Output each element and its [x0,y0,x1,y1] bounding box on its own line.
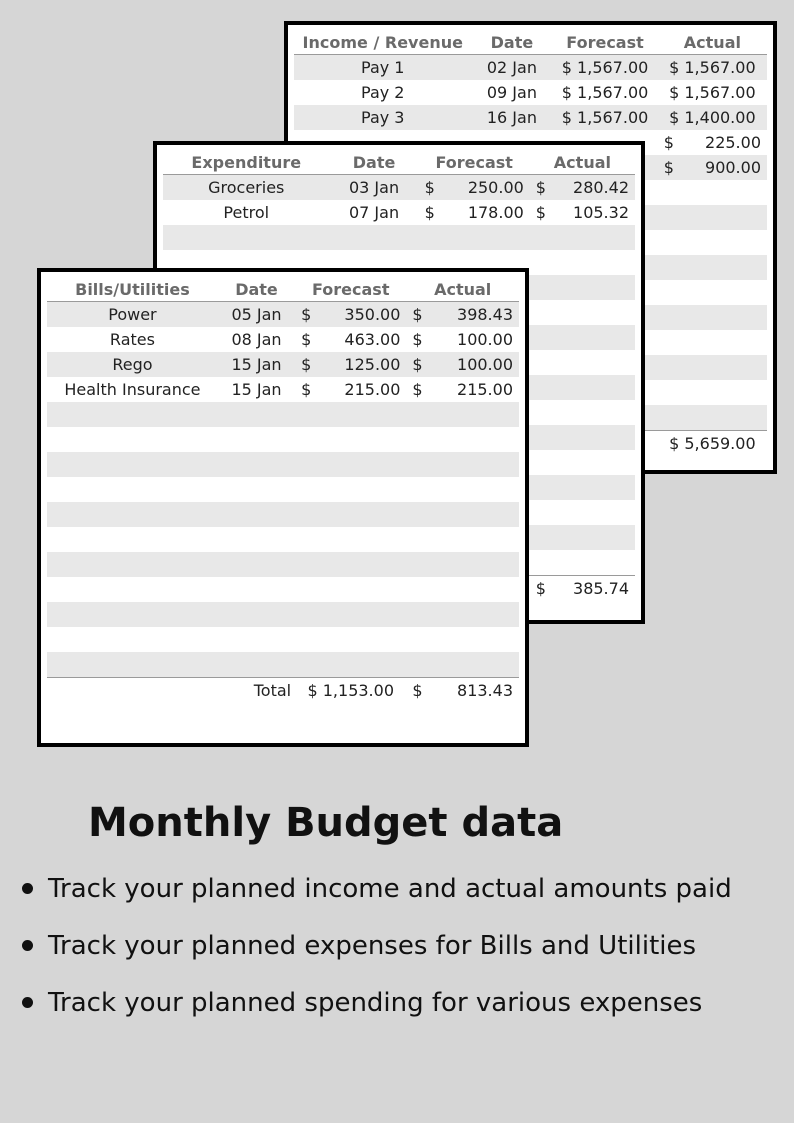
bills-total-actual: $ 813.43 [406,678,519,704]
table-row [47,377,519,402]
table-row [163,175,635,201]
income-actual: $ 1,567.00 [658,80,767,105]
expenditure-date: 07 Jan [330,200,419,225]
bullet-icon [22,997,33,1008]
income-header-row [294,31,767,55]
table-row [47,302,519,328]
expenditure-col-actual: Actual [530,151,635,175]
table-row [47,527,519,552]
bills-table [47,278,519,703]
bills-forecast: $ 125.00 [295,352,406,377]
table-row [47,327,519,352]
table-row [294,105,767,130]
bills-col-actual: Actual [406,278,519,302]
bills-col-name: Bills/Utilities [47,278,218,302]
expenditure-name: Petrol [163,200,330,225]
income-date: 16 Jan [472,105,553,130]
bills-actual: $ 100.00 [406,352,519,377]
income-actual: $ 225.00 [658,130,767,155]
expenditure-col-forecast: Forecast [419,151,530,175]
income-total-actual: $ 5,659.00 [658,431,767,457]
bills-name: Rates [47,327,218,352]
table-row [47,352,519,377]
expenditure-col-name: Expenditure [163,151,330,175]
expenditure-forecast: $ 250.00 [419,175,530,201]
bullet-icon [22,883,33,894]
income-actual: $ 1,400.00 [658,105,767,130]
expenditure-date: 03 Jan [330,175,419,201]
bills-actual: $ 398.43 [406,302,519,328]
bills-total-row [47,678,519,704]
income-name: Pay 3 [294,105,472,130]
bills-date: 15 Jan [218,377,295,402]
table-row [163,200,635,225]
bills-date: 05 Jan [218,302,295,328]
bullet-icon [22,940,33,951]
income-col-name: Income / Revenue [294,31,472,55]
bills-name: Power [47,302,218,328]
bills-forecast: $ 215.00 [295,377,406,402]
bills-date: 15 Jan [218,352,295,377]
table-row [47,402,519,427]
table-row [47,502,519,527]
income-actual: $ 1,567.00 [658,55,767,81]
bills-total-forecast: $ 1,153.00 [295,678,406,704]
income-date: 02 Jan [472,55,553,81]
bills-sheet [37,268,529,747]
bills-header-row [47,278,519,302]
expenditure-actual: $ 280.42 [530,175,635,201]
table-row [47,577,519,602]
bills-forecast: $ 463.00 [295,327,406,352]
income-forecast: $ 1,567.00 [552,80,657,105]
bills-date: 08 Jan [218,327,295,352]
promo-title: Monthly Budget data [88,800,564,846]
bills-col-date: Date [218,278,295,302]
table-row [47,627,519,652]
table-row [47,452,519,477]
list-item: Track your planned spending for various expenses [20,982,790,1039]
expenditure-col-date: Date [330,151,419,175]
table-row [163,225,635,250]
table-row [47,652,519,678]
bills-total-label: Total [218,678,295,704]
income-forecast: $ 1,567.00 [552,105,657,130]
income-name: Pay 1 [294,55,472,81]
bills-forecast: $ 350.00 [295,302,406,328]
bills-name: Rego [47,352,218,377]
bills-name: Health Insurance [47,377,218,402]
list-item: Track your planned expenses for Bills and Utilities [20,925,790,982]
feature-list [20,868,790,1039]
income-name: Pay 2 [294,80,472,105]
income-col-forecast: Forecast [552,31,657,55]
table-row [47,427,519,452]
bills-col-forecast: Forecast [295,278,406,302]
expenditure-name: Groceries [163,175,330,201]
table-row [294,80,767,105]
expenditure-header-row [163,151,635,175]
list-item: Track your planned income and actual amounts paid [20,868,790,925]
income-forecast: $ 1,567.00 [552,55,657,81]
income-col-date: Date [472,31,553,55]
expenditure-forecast: $ 178.00 [419,200,530,225]
income-date: 09 Jan [472,80,553,105]
expenditure-actual: $ 105.32 [530,200,635,225]
bills-actual: $ 100.00 [406,327,519,352]
income-col-actual: Actual [658,31,767,55]
table-row [294,55,767,81]
table-row [47,477,519,502]
expenditure-total-actual: $ 385.74 [530,576,635,602]
bills-actual: $ 215.00 [406,377,519,402]
table-row [47,552,519,577]
table-row [47,602,519,627]
income-actual: $ 900.00 [658,155,767,180]
